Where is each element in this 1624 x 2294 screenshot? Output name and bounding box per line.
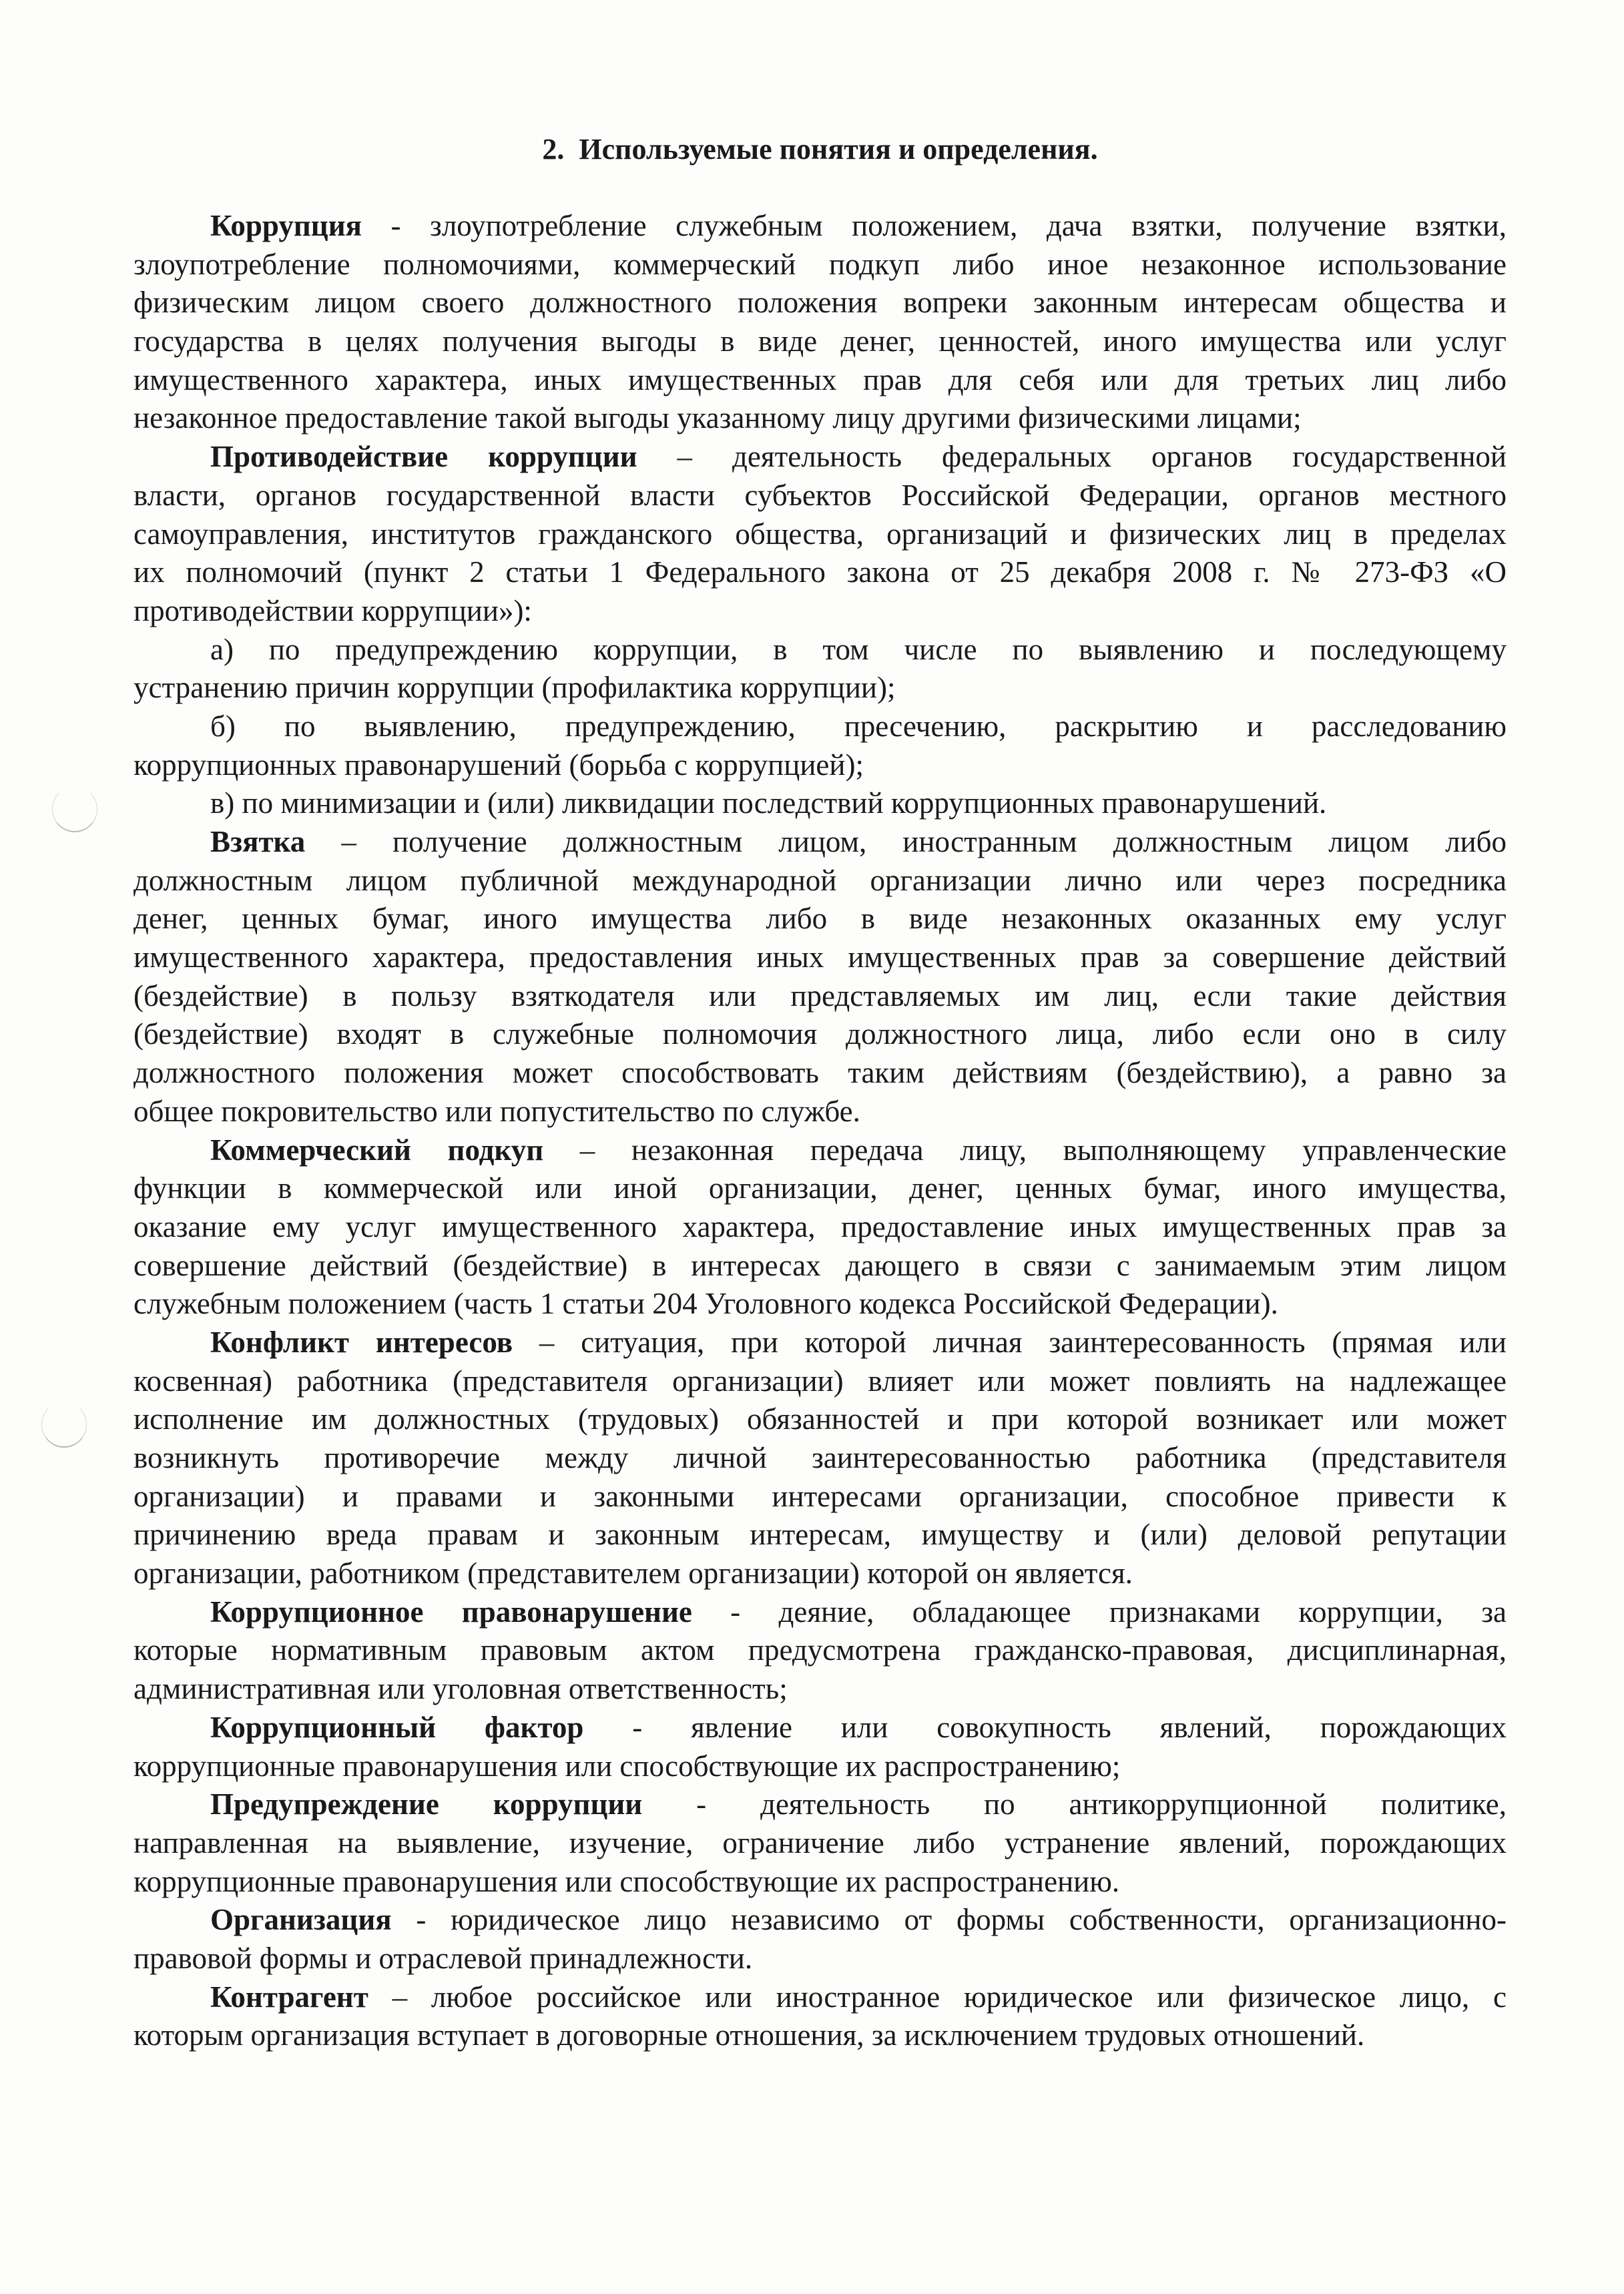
definition-paragraph [133, 1324, 1507, 1593]
line-text: коррупционных правонарушений (борьба с коррупцией); [133, 748, 864, 782]
text-line [133, 1747, 1507, 1786]
text-line [133, 1285, 1507, 1324]
line-text: власти, органов государственной власти субъектов Российской Федерации, органов местного [133, 478, 1507, 512]
definition-paragraph [133, 1593, 1507, 1709]
line-text: - явление или совокупность явлений, порождающих [583, 1710, 1507, 1744]
line-text: общее покровительство или попустительство по службе. [133, 1094, 860, 1128]
text-line [133, 1901, 1507, 1940]
text-line [133, 1093, 1507, 1131]
text-line [133, 1400, 1507, 1439]
line-text: денег, ценных бумаг, иного имущества либо в виде незаконных оказанных ему услуг [133, 902, 1507, 936]
text-line [133, 2016, 1507, 2055]
punch-hole-icon [52, 786, 97, 832]
line-text: а) по предупреждению коррупции, в том числе по выявлению и последующему [210, 632, 1507, 666]
text-line [133, 1324, 1507, 1362]
line-text: в) по минимизации и (или) ликвидации последствий коррупционных правонарушений. [210, 786, 1327, 820]
text-line [133, 1439, 1507, 1478]
line-text: - юридическое лицо независимо от формы собственности, организационно- [391, 1903, 1507, 1937]
defined-term: Контрагент [210, 1980, 368, 2014]
text-line [133, 784, 1507, 823]
defined-term: Коррупция [210, 209, 362, 242]
line-text: которым организация вступает в договорные отношения, за исключением трудовых отношений. [133, 2018, 1365, 2052]
document-body [133, 207, 1507, 2055]
text-line [133, 1247, 1507, 1285]
text-line [133, 1824, 1507, 1863]
text-line [133, 322, 1507, 361]
text-line [133, 1978, 1507, 2017]
text-line [133, 1362, 1507, 1401]
line-text: должностного положения может способствовать таким действиям (бездействию), а равно за [133, 1056, 1507, 1090]
text-line [133, 438, 1507, 477]
definition-paragraph [133, 1709, 1507, 1785]
text-line [133, 1863, 1507, 1902]
line-text: совершение действий (бездействие) в интересах дающего в связи с занимаемым этим лицом [133, 1248, 1507, 1282]
text-line [133, 1015, 1507, 1054]
line-text: – ситуация, при которой личная заинтересованность (прямая или [513, 1325, 1507, 1359]
line-text: (бездействие) входят в служебные полномочия должностного лица, либо если оно в силу [133, 1017, 1507, 1051]
line-text: – незаконная передача лицу, выполняющему управленческие [543, 1133, 1507, 1167]
line-text: - деяние, обладающее признаками коррупции, за [692, 1595, 1507, 1629]
text-line [133, 1593, 1507, 1632]
line-text: функции в коммерческой или иной организации, денег, ценных бумаг, иного имущества, [133, 1171, 1507, 1205]
text-line [133, 477, 1507, 515]
defined-term: Конфликт интересов [210, 1325, 513, 1359]
text-line [133, 1940, 1507, 1978]
line-text: оказание ему услуг имущественного характера, предоставление иных имущественных прав за [133, 1209, 1507, 1243]
line-text: самоуправления, институтов гражданского общества, организаций и физических лиц в пределах [133, 517, 1507, 551]
line-text: - злоупотребление служебным положением, дача взятки, получение взятки, [361, 209, 1507, 242]
text-line [133, 284, 1507, 322]
text-line [133, 246, 1507, 284]
text-line [133, 707, 1507, 746]
text-line [133, 1208, 1507, 1247]
defined-term: Предупреждение коррупции [210, 1787, 643, 1821]
definition-paragraph [133, 823, 1507, 1131]
text-line [133, 1554, 1507, 1593]
text-line [133, 938, 1507, 977]
punch-hole-icon [41, 1402, 87, 1448]
line-text: государства в целях получения выгоды в виде денег, ценностей, иного имущества или услуг [133, 324, 1507, 358]
line-text: организации) и правами и законными интересами организации, способное привести к [133, 1479, 1507, 1513]
text-line [133, 977, 1507, 1016]
line-text: – получение должностным лицом, иностранным должностным лицом либо [305, 825, 1507, 858]
text-line [133, 1785, 1507, 1824]
text-line [133, 399, 1507, 438]
line-text: – любое российское или иностранное юридическое или физическое лицо, с [368, 1980, 1507, 2014]
text-line [133, 746, 1507, 785]
line-text: злоупотребление полномочиями, коммерческий подкуп либо иное незаконное использование [133, 247, 1507, 281]
text-line [133, 207, 1507, 246]
text-line [133, 862, 1507, 900]
definition-paragraph [133, 784, 1507, 823]
line-text: физическим лицом своего должностного положения вопреки законным интересам общества и [133, 286, 1507, 320]
line-text: исполнение им должностных (трудовых) обязанностей и при которой возникает или может [133, 1402, 1507, 1436]
definition-paragraph [133, 1131, 1507, 1324]
line-text: косвенная) работника (представителя организации) влияет или может повлиять на надлежащее [133, 1364, 1507, 1398]
text-line [133, 631, 1507, 669]
defined-term: Коррупционный фактор [210, 1710, 584, 1744]
definition-paragraph [133, 438, 1507, 630]
line-text: должностным лицом публичной международной организации лично или через посредника [133, 863, 1507, 897]
text-line [133, 1054, 1507, 1093]
line-text: противодействии коррупции»): [133, 593, 532, 627]
definition-paragraph [133, 1901, 1507, 1978]
text-line [133, 900, 1507, 938]
text-line [133, 1631, 1507, 1670]
line-text: служебным положением (часть 1 статьи 204 Уголовного кодекса Российской Федерации). [133, 1287, 1278, 1321]
defined-term: Коммерческий подкуп [210, 1133, 544, 1167]
definition-paragraph [133, 1785, 1507, 1901]
text-line [133, 823, 1507, 862]
line-text: – деятельность федеральных органов государственной [637, 440, 1507, 474]
text-line [133, 553, 1507, 592]
defined-term: Взятка [210, 825, 306, 858]
text-line [133, 1131, 1507, 1170]
text-line [133, 515, 1507, 554]
defined-term: Противодействие коррупции [210, 440, 637, 474]
line-text: их полномочий (пункт 2 статьи 1 Федерального закона от 25 декабря 2008 г. № 273-ФЗ «О [133, 555, 1507, 589]
text-line [133, 1169, 1507, 1208]
defined-term: Коррупционное правонарушение [210, 1595, 692, 1629]
line-text: - деятельность по антикоррупционной политике, [642, 1787, 1507, 1821]
line-text: направленная на выявление, изучение, ограничение либо устранение явлений, порождающих [133, 1825, 1507, 1859]
text-line [133, 1478, 1507, 1516]
line-text: административная или уголовная ответственность; [133, 1672, 788, 1706]
definition-paragraph [133, 707, 1507, 784]
defined-term: Организация [210, 1903, 392, 1937]
section-title: 2. Используемые понятия и определения. [542, 133, 1098, 166]
line-text: причинению вреда правам и законным интересам, имуществу и (или) деловой репутации [133, 1518, 1507, 1552]
text-line [133, 592, 1507, 631]
definition-paragraph [133, 631, 1507, 707]
text-line [133, 1670, 1507, 1709]
line-text: имущественного характера, иных имущественных прав для себя или для третьих лиц либо [133, 362, 1507, 396]
line-text: организации, работником (представителем организации) которой он является. [133, 1556, 1133, 1591]
line-text: (бездействие) в пользу взяткодателя или представляемых им лиц, если такие действия [133, 978, 1507, 1013]
line-text: коррупционные правонарушения или способствующие их распространению. [133, 1864, 1120, 1898]
definition-paragraph [133, 1978, 1507, 2055]
text-line [133, 361, 1507, 400]
line-text: имущественного характера, предоставления иных имущественных прав за совершение действий [133, 940, 1507, 974]
line-text: правовой формы и отраслевой принадлежности. [133, 1941, 753, 1975]
text-line [133, 669, 1507, 707]
line-text: которые нормативным правовым актом предусмотрена гражданско-правовая, дисциплинарная, [133, 1633, 1507, 1667]
line-text: возникнуть противоречие между личной заинтересованностью работника (представителя [133, 1441, 1507, 1474]
definition-paragraph [133, 207, 1507, 438]
line-text: устранению причин коррупции (профилактика коррупции); [133, 671, 896, 705]
text-line [133, 1709, 1507, 1747]
text-line [133, 1516, 1507, 1554]
line-text: коррупционные правонарушения или способствующие их распространению; [133, 1749, 1121, 1783]
line-text: б) по выявлению, предупреждению, пресечению, раскрытию и расследованию [210, 709, 1507, 743]
line-text: незаконное предоставление такой выгоды указанному лицу другими физическими лицами; [133, 401, 1302, 435]
